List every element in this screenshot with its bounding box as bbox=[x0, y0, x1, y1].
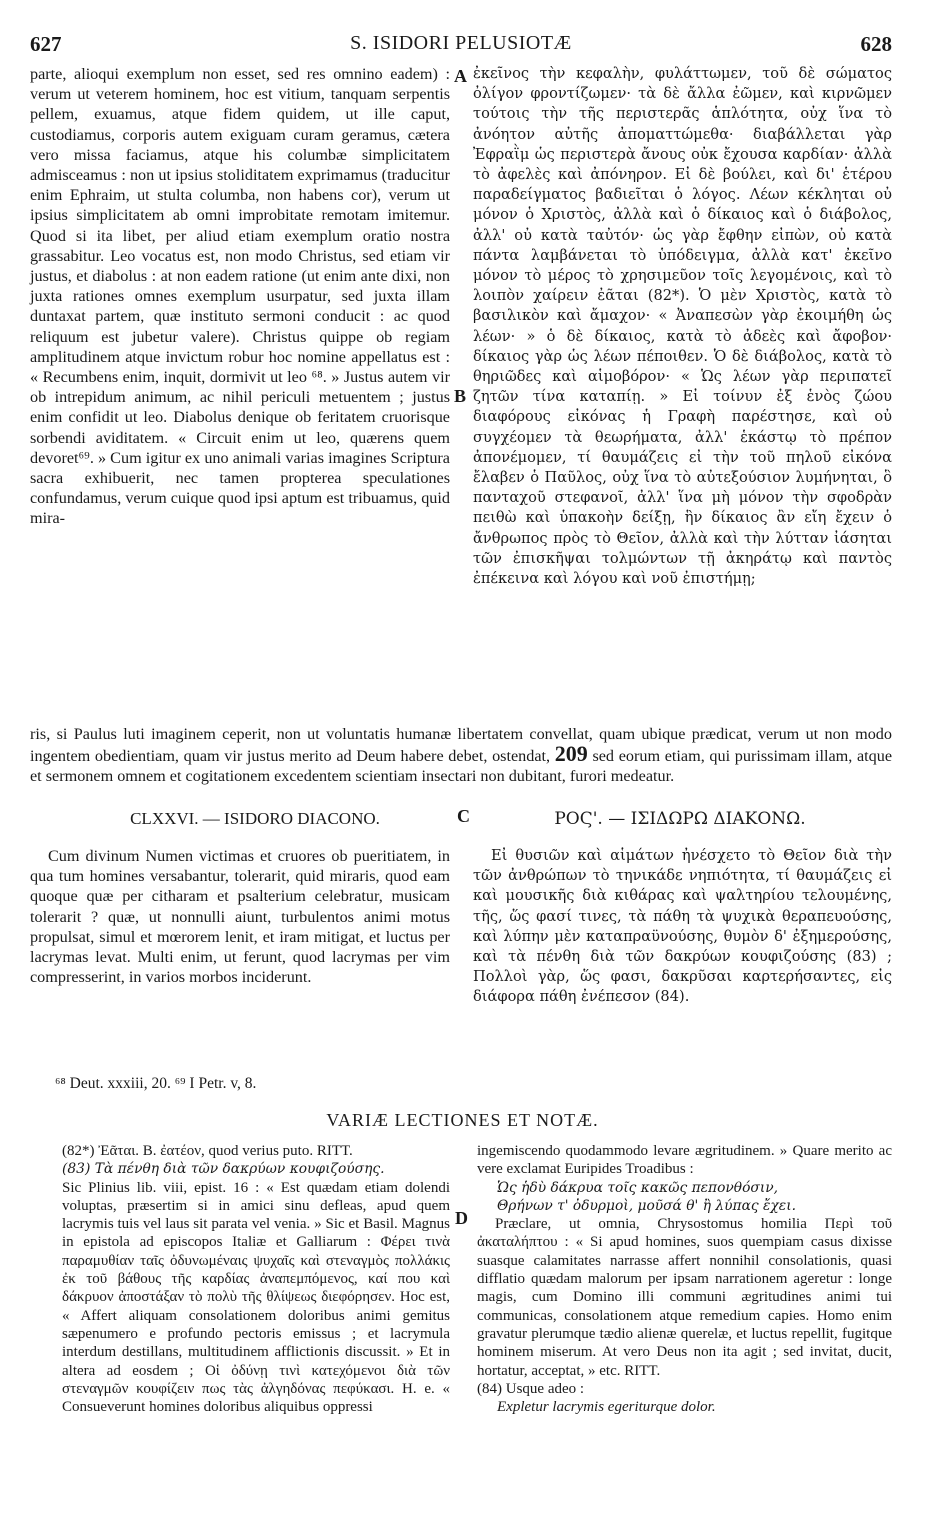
latin-text: parte, alioqui exemplum non esset, sed res omnino eadem) : verum ut veterem hominem, hoc est vitium, tanquam serpentis pellem, exuamus, atque fidem quidem, ut ille caput, custodiamus, corporis autem exiguam curam geramus, cætera vero missa faciamus, atque his columbæ simplicitatem admisceamus : non ut ipsius stoliditatem exprimamus (traducitur enim Ephraim, ut stulta columba, non habens cor), verum ut ipsius simplicitatem ab omni improbitate remotam imitemur. Quod si ita libet, per aliud etiam exemplum oratio nostra grassabitur. Leo vocatus est, non modo Christus, sed etiam vir justus, et diabolus : at non eadem ratione (ut enim ante dixi, non juxta rationes omnes exemplum usurpatur, sed juxta illam duntaxat partem, quæ instituto sermoni conducit : ac quod reliquum est jubetur valere). Christus quippe ob regiam amplitudinem atque invictum robur hoc nomine appellatus est : « Recumbens enim, inquit, dormivit ut leo ⁶⁸. » Justus autem vir ob intrepidum animum, ac nihil periculi metuentem ; justus enim confidit ut leo. Diabolus denique ob feritatem cruorisque sorbendi aviditatem. « Circuit enim ut leo, quærens quem devoret⁶⁹. » Cum igitur ex uno animali varias imagines Scriptura sacra exhibuerit, nec tamen propterea speculationes confundamus, verum cuique quod ipsi aptum est tribuamus, quid mira- bbox=[30, 65, 450, 528]
note-82: (82*) Ἐᾶται. B. ἐατέον, quod verius puto. RITT. bbox=[62, 1143, 353, 1159]
letter-title-latin: CLXXVI. — ISIDORO DIACONO. bbox=[130, 809, 380, 828]
note-84: (84) Usque adeo : bbox=[477, 1380, 585, 1397]
margin-marker-a: A bbox=[454, 66, 467, 86]
euripides-verse-1: Ὡς ἡδὺ δάκρυα τοῖς κακῶς πεπονθόσιν, bbox=[497, 1179, 779, 1196]
margin-marker-c: C bbox=[457, 806, 470, 826]
notes-right-column bbox=[477, 1142, 892, 1416]
euripides-verse-2: Θρήνων τ' ὀδυρμοὶ, μοῦσά θ' ἢ λύπας ἔχει. bbox=[497, 1197, 796, 1214]
wide-text-b: sed eorum etiam, qui purissimam illam, atque et sermonem omnem et cogitationem excedentem scientiam insectari non dubitant, furori medeatur. bbox=[30, 747, 893, 786]
full-width-paragraph bbox=[30, 724, 892, 787]
letter-latin-text: Cum divinum Numen victimas et cruores ob pueritiatem, in qua tum homines versabantur, tolerarit, quid miraris, quod eam quoque quæ per citharam et psalterium celebratur, musicam tolerarit ? quæ, ut nonnulli aiunt, turbulentos animi motus propulsat, simul et mœrorem lenit, et iram mitigat, et luctus per lacrymas levat. Multi enim, ut ferunt, quod lacrymas per vim compresserint, in varios morbos inciderunt. bbox=[30, 847, 450, 987]
footnotes: ⁶⁸ Deut. xxxiii, 20. ⁶⁹ I Petr. v, 8. bbox=[55, 1075, 257, 1092]
notes-heading: VARIÆ LECTIONES ET NOTÆ. bbox=[326, 1110, 599, 1130]
note-83-lemma: (83) Τὰ πένθη διὰ τῶν δακρύων κουφιζούσης. bbox=[62, 1161, 385, 1178]
greek-text: ἐκεῖνος τὴν κεφαλὴν, φυλάττωμεν, τοῦ δὲ σώματος ὀλίγον φροντίζωμεν· τὰ δὲ ἄλλα ἐῶμεν, καὶ κιρνῶμεν τούτοις τὴν τῆς περιστερᾶς ἁπλότητα, οὐχ ἵνα τὸ ἀνόητον αὐτῆς ἀποματτώμεθα· διαβάλλεται γὰρ Ἐφραῒμ ὡς περιστερὰ ἄνους οὐκ ἔχουσα καρδίαν· ἀλλὰ τὸ ἀφελὲς καὶ ἀπόνηρον. Εἰ δὲ βούλει, καὶ δι' ἑτέρου παραδείγματος βαδιεῖται ὁ λόγος. Λέων κέκληται οὐ μόνον ὁ Χριστὸς, ἀλλὰ καὶ ὁ δίκαιος καὶ ὁ διάβολος, ἀλλ' οὐ κατὰ ταὐτόν· ὡς γὰρ ἔφθην εἰπὼν, οὐ κατὰ πάντα λαμβάνεται τὸ ὑπόδειγμα, ἀλλὰ κατ' ἐκεῖνο μόνον τὸ μέρος τὸ χρησιμεῦον τοῖς λεγομένοις, καὶ τὸ λοιπὸν χαίρειν ἐᾶται (82*). Ὁ μὲν Χριστὸς, κατὰ τὸ βασιλικὸν καὶ ἄμαχον· « Ἀναπεσὼν γὰρ ἐκοιμήθη ὡς λέων· » ὁ δὲ δίκαιος, κατὰ τὸ ἀδεὲς καὶ ἄφοβον· δίκαιος γὰρ ὡς λέων πέποιθεν. Ὁ δὲ διάβολος, κατὰ τὸ θηριῶδες καὶ αἱμοβόρον· « Ὡς λέων γὰρ περιπατεῖ ζητῶν τίνα καταπίῃ. » Εἰ τοίνυν ἐξ ἑνὸς ζώου διαφόρους εἰκόνας ἡ Γραφὴ παρέστησε, καὶ οὐ συγχέομεν τὰ θεωρήματα, ἀλλ' ἑκάστῳ τὸ πρέπον ἀπονέμομεν, τί θαυμάζεις εἰ τὴν τοῦ πηλοῦ εἰκόνα ἔλαβεν ὁ Παῦλος, οὐχ ἵνα τὸ αὐτεξούσιον λυμήνηται, ὃ πανταχοῦ στεφανοῖ, ἀλλ' ἵνα μὴ μόνον τὴν σφοδρὰν πειθὼ καὶ ὑπακοὴν δείξῃ, ἣν δίκαιος ἂν εἴη ἔχειν ὁ ἄνθρωπος πρὸς τὸ Θεῖον, ἀλλὰ καὶ τὴν λύτταν ἰάσηται τῶν ἐπισκῆψαι τολμώντων τῇ ἀκηράτῳ καὶ παντὸς ἐπέκεινα καὶ λόγου καὶ νοῦ ἐπιστήμῃ; bbox=[473, 65, 892, 588]
page-header bbox=[30, 32, 892, 58]
wide-text-a: ris, si Paulus luti imaginem ceperit, non ut voluntatis humanæ libertatem convellat, quam ubique prædicat, verum ut non modo ingentem obedientiam, quam vir justus merito ad Deum habere debet, ostendat, bbox=[30, 725, 892, 766]
chrysostom-quote: Præclare, ut omnia, Chrysostomus homilia Περὶ τοῦ ἀκαταλήπτου : « Si apud homines, suos quempiam casus dixisse suasque calamitates narrasse affert nonnihil consolationis, quasi difflatio quædam malorum per ipsam narrationem ageretur : longe magis, cum Domino illi communi ægritudines animi tui communicas, consolationem atque remedium capies. Homo enim gravatur plerumque tædio alienæ querelæ, et luctus repellit, fugitque hominem miserum. At vero Deus non ita agit ; sed invitat, ducit, hortatur, acceptat, » etc. RITT. bbox=[477, 1216, 892, 1379]
margin-marker-d: D bbox=[455, 1208, 468, 1228]
note-83-body: Sic Plinius lib. viii, epist. 16 : « Est quædam etiam dolendi voluptas, præsertim si in amici sinu defleas, apud quem lacrymis tuis vel laus sit parata vel venia. » Sic et Basil. Magnus in epistola ad episcopos Italiæ et Galliarum : Φέρει τινὰ παραμυθίαν ταῖς ὀδυνωμέναις ψυχαῖς καὶ στεναγμὸς πολλάκις ἐκ τοῦ βάθους τῆς καρδίας ἀναπεμπόμενος, καί που καὶ δάκρυον ἀποστάξαν τὸ πολὺ τῆς θλίψεως διεφόρησεν. Hoc est, « Affert aliquam consolationem doloribus animi gemitus sæpenumero e profundo pectoris emissus ; et lacrymula interdum destillans, multitudinem afflictionis discussit. » Et in altera ad eosdem ; Οἱ ὀδύνῃ τινὶ κατεχόμενοι διὰ τῶν στεναγμῶν κουφίζειν πως τὰς ἀλγηδόνας πεφύκασι. H. e. « Consueverunt homines doloribus aliquibus oppressi bbox=[62, 1179, 450, 1416]
notes-left-column bbox=[62, 1142, 450, 1416]
note-84-verse: Expletur lacrymis egeriturque dolor. bbox=[497, 1399, 716, 1416]
letter-greek-column bbox=[473, 846, 892, 1008]
greek-column-top bbox=[473, 64, 892, 589]
page-number-left: 627 bbox=[30, 32, 62, 56]
note-83-continued: ingemiscendo quodammodo levare ægritudinem. » Quare merito ac vere exclamat Euripides Troadibus : bbox=[477, 1143, 892, 1178]
margin-marker-b: B bbox=[454, 386, 467, 406]
letter-greek-text: Εἰ θυσιῶν καὶ αἱμάτων ἠνέσχετο τὸ Θεῖον διὰ τὴν τῶν ἀνθρώπων τὸ τηνικάδε νηπιότητα, τί θαυμάζεις εἰ καὶ μουσικῆς διὰ κιθάρας καὶ ψαλτηρίου τελουμένης, τῆς, ὥς φασί τινες, τὰ πάθη τὰ ψυχικὰ θεραπευούσης, καὶ λύπην μὲν καταπραϋνούσης, θυμὸν δ' ἐξημερούσης, καὶ τὰ πένθη διὰ τῶν δακρύων κουφιζούσης (83) ; Πολλοὶ γὰρ, ὥς φασι, δακρῦσαι καρτερήσαντες, εἰς διάφορα πάθη ἐνέπεσον (84). bbox=[473, 847, 892, 1006]
migne-column-number: 209 bbox=[554, 741, 588, 767]
running-title: S. ISIDORI PELUSIOTÆ bbox=[350, 32, 572, 54]
letter-title-greek: ΡΟϚ'. — ΙΣΙΔΩΡΩ ΔΙΑΚΟΝΩ. bbox=[554, 809, 806, 829]
letter-latin-column bbox=[30, 846, 450, 987]
page-number-right: 628 bbox=[860, 32, 892, 56]
latin-column-top bbox=[30, 64, 450, 529]
